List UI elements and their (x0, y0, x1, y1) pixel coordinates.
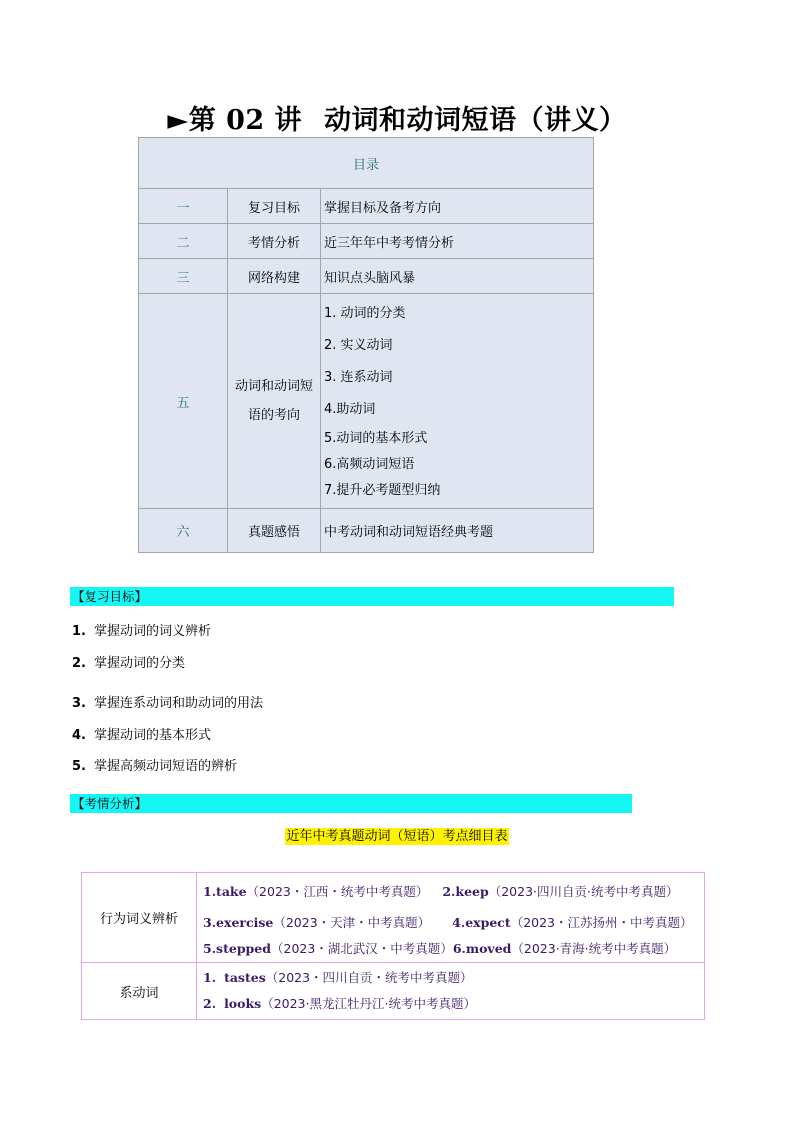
goal-item: 1. 掌握动词的词义辨析 (72, 624, 212, 639)
analysis-row (82, 963, 705, 1020)
toc-header: 目录 (139, 138, 594, 189)
toc-row-number: 五 (139, 294, 228, 509)
analysis-line: 3.exercise（2023・天津・中考真题） 4.expect（2023・江苏扬州・中考真题） (203, 915, 693, 930)
analysis-category: 系动词 (82, 963, 197, 1020)
toc-row-description: 近三年年中考考情分析 (321, 224, 594, 259)
lecture-number: 第 02 讲 (188, 105, 303, 136)
toc-row-description: 掌握目标及备考方向 (321, 189, 594, 224)
toc-row (139, 259, 594, 294)
analysis-table (81, 872, 705, 1020)
toc-list-item: 4.助动词 (324, 402, 376, 417)
toc-row-number: 六 (139, 509, 228, 553)
analysis-row (82, 873, 705, 963)
arrow-icon: ► (167, 105, 189, 136)
review-goals-heading: 【复习目标】 (70, 587, 674, 606)
toc-topic-line: 语的考向 (247, 408, 300, 423)
toc-row (139, 509, 594, 553)
toc-row-topic: 网络构建 (228, 259, 321, 294)
toc-list-item: 1. 动词的分类 (324, 306, 406, 321)
analysis-line: 1. tastes（2023・四川自贡・统考中考真题） (203, 970, 473, 985)
toc-row-number: 一 (139, 189, 228, 224)
toc-row-description: 知识点头脑风暴 (321, 259, 594, 294)
toc-row-number: 二 (139, 224, 228, 259)
toc-row-topic: 考情分析 (228, 224, 321, 259)
toc-row (139, 189, 594, 224)
toc-list-item: 2. 实义动词 (324, 338, 393, 353)
toc-list-item: 5.动词的基本形式 (324, 431, 428, 446)
analysis-subtitle: 近年中考真题动词（短语）考点细目表 (286, 829, 508, 844)
toc-list-item: 3. 连系动词 (324, 370, 393, 385)
goal-item: 2. 掌握动词的分类 (72, 656, 186, 671)
toc-row (139, 294, 594, 509)
toc-row-number: 三 (139, 259, 228, 294)
analysis-items (197, 963, 705, 1020)
toc-list-item: 6.高频动词短语 (324, 457, 415, 472)
toc-row-topic: 真题感悟 (228, 509, 321, 553)
toc-topic-line: 动词和动词短 (234, 379, 313, 394)
analysis-line: 5.stepped（2023・湖北武汉・中考真题）6.moved（2023·青海·统考中考真题） (203, 941, 677, 956)
exam-analysis-heading: 【考情分析】 (70, 794, 632, 813)
toc-row (139, 224, 594, 259)
analysis-category: 行为词义辨析 (82, 873, 197, 963)
toc-row-description: 中考动词和动词短语经典考题 (321, 509, 594, 553)
toc-row-topic (228, 294, 321, 509)
goal-item: 3. 掌握连系动词和助动词的用法 (72, 696, 264, 711)
toc-row-description (321, 294, 594, 509)
analysis-line: 1.take（2023・江西・统考中考真题） 2.keep（2023·四川自贡·统考中考真题） (203, 884, 679, 899)
analysis-items (197, 873, 705, 963)
lecture-name: 动词和动词短语（讲义） (324, 105, 627, 136)
toc-table (138, 137, 594, 553)
goal-item: 5. 掌握高频动词短语的辨析 (72, 759, 238, 774)
toc-row-topic: 复习目标 (228, 189, 321, 224)
page-title (0, 98, 794, 137)
toc-list-item: 7.提升必考题型归纳 (324, 483, 441, 498)
goal-item: 4. 掌握动词的基本形式 (72, 728, 212, 743)
analysis-line: 2. looks（2023·黑龙江牡丹江·统考中考真题） (203, 996, 476, 1011)
